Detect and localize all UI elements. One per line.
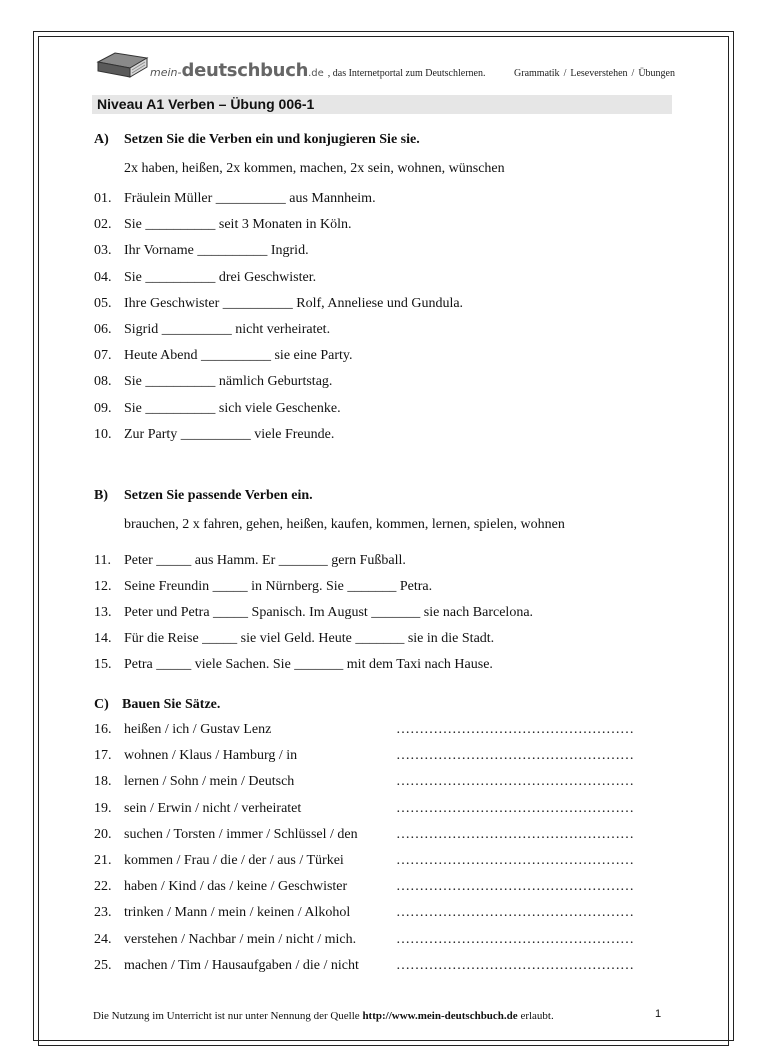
item-text: lernen / Sohn / mein / Deutsch (124, 774, 295, 790)
exercise-item (94, 720, 271, 740)
exercise-item (94, 189, 376, 209)
answer-line: …………………………………………… (396, 931, 634, 947)
item-text: Sie __________ drei Geschwister. (124, 269, 317, 285)
item-number: 22. (94, 879, 112, 895)
brand-name: deutschbuch (181, 60, 309, 81)
exercise-item (94, 655, 493, 675)
item-text: Peter _____ aus Hamm. Er _______ gern Fußball. (124, 553, 406, 568)
item-number: 18. (94, 774, 112, 790)
item-text: Für die Reise _____ sie viel Geld. Heute _______ sie in die Stadt. (124, 631, 495, 646)
item-text: Sie __________ nämlich Geburtstag. (124, 374, 333, 390)
item-text: heißen / ich / Gustav Lenz (124, 722, 272, 737)
item-number: 23. (94, 905, 112, 921)
item-text: kommen / Frau / die / der / aus / Türkei (124, 853, 344, 868)
answer-line: …………………………………………… (396, 774, 634, 790)
item-text: wohnen / Klaus / Hamburg / in (124, 748, 298, 764)
footer-note: Die Nutzung im Unterricht ist nur unter Nennung der Quelle http://www.mein-deutschbuch.de erlaubt. (93, 1010, 554, 1022)
exercise-item (94, 877, 347, 897)
exercise-item (94, 799, 301, 819)
item-number: 13. (94, 605, 112, 620)
nav-leseverstehen: Leseverstehen (570, 68, 628, 79)
exercise-item (94, 577, 432, 597)
item-number: 25. (94, 957, 112, 973)
exercise-item (94, 425, 334, 445)
answer-line: …………………………………………… (396, 826, 634, 842)
page-number: 1 (655, 1008, 662, 1020)
exercise-item (94, 629, 494, 649)
header-nav: Grammatik / Leseverstehen / Übungen (514, 68, 675, 79)
site-header (95, 50, 675, 84)
item-text: suchen / Torsten / immer / Schlüssel / den (124, 826, 358, 842)
item-text: Ihr Vorname __________ Ingrid. (124, 243, 309, 259)
answer-line: …………………………………………… (396, 905, 634, 921)
brand-tld: .de (308, 68, 324, 79)
exercise-item (94, 346, 353, 366)
exercise-item (94, 215, 352, 235)
item-number: 12. (94, 579, 112, 594)
section-a-heading: A) Setzen Sie die Verben ein und konjugieren Sie sie. (94, 132, 420, 147)
item-number: 02. (94, 217, 112, 233)
answer-line: …………………………………………… (396, 879, 634, 895)
item-text: Sie __________ seit 3 Monaten in Köln. (124, 217, 352, 233)
section-b-heading: B) Setzen Sie passende Verben ein. (94, 488, 313, 503)
exercise-item (94, 825, 358, 845)
item-text: Seine Freundin _____ in Nürnberg. Sie _______ Petra. (124, 579, 433, 594)
footer-url: http://www.mein-deutschbuch.de (362, 1010, 518, 1022)
brand-prefix: mein- (150, 66, 182, 79)
tagline: , das Internetportal zum Deutschlernen. (327, 68, 486, 79)
exercise-item (94, 399, 341, 419)
item-text: Peter und Petra _____ Spanisch. Im August _______ sie nach Barcelona. (124, 605, 534, 620)
exercise-item (94, 268, 316, 288)
item-number: 15. (94, 657, 112, 672)
exercise-item (94, 551, 406, 571)
item-text: Ihre Geschwister __________ Rolf, Anneliese und Gundula. (124, 295, 464, 311)
item-number: 11. (94, 553, 111, 568)
answer-line: …………………………………………… (396, 853, 634, 868)
item-text: Petra _____ viele Sachen. Sie _______ mit dem Taxi nach Hause. (124, 657, 493, 672)
answer-line: …………………………………………… (396, 800, 634, 816)
exercise-item (94, 294, 463, 314)
item-number: 21. (94, 853, 112, 868)
item-text: haben / Kind / das / keine / Geschwister (124, 879, 348, 895)
nav-grammatik: Grammatik (514, 68, 560, 79)
exercise-item (94, 241, 309, 261)
item-text: verstehen / Nachbar / mein / nicht / mich. (124, 931, 357, 947)
answer-line: …………………………………………… (396, 722, 634, 737)
item-number: 17. (94, 748, 112, 764)
exercise-item (94, 956, 359, 976)
item-text: Fräulein Müller __________ aus Mannheim. (124, 191, 376, 206)
item-number: 24. (94, 931, 112, 947)
item-text: Sie __________ sich viele Geschenke. (124, 400, 341, 416)
item-number: 07. (94, 348, 112, 364)
item-text: Zur Party __________ viele Freunde. (124, 426, 335, 442)
item-number: 20. (94, 826, 112, 842)
item-text: sein / Erwin / nicht / verheiratet (124, 800, 302, 816)
item-text: Sigrid __________ nicht verheiratet. (124, 322, 331, 337)
exercise-item (94, 320, 330, 340)
item-number: 06. (94, 322, 112, 337)
exercise-title: Niveau A1 Verben – Übung 006-1 (92, 95, 672, 114)
item-number: 04. (94, 269, 112, 285)
item-number: 08. (94, 374, 112, 390)
book-logo-icon (95, 50, 149, 82)
exercise-item (94, 903, 350, 923)
answer-line: …………………………………………… (396, 957, 634, 973)
item-number: 09. (94, 400, 112, 416)
item-number: 16. (94, 722, 112, 737)
item-number: 19. (94, 800, 112, 816)
section-a-wordbank: 2x haben, heißen, 2x kommen, machen, 2x sein, wohnen, wünschen (124, 161, 505, 176)
item-text: Heute Abend __________ sie eine Party. (124, 348, 353, 364)
item-number: 03. (94, 243, 112, 259)
item-text: machen / Tim / Hausaufgaben / die / nicht (124, 957, 359, 973)
item-number: 05. (94, 295, 112, 311)
exercise-item (94, 930, 356, 950)
exercise-item (94, 372, 332, 392)
item-text: trinken / Mann / mein / keinen / Alkohol (124, 905, 351, 921)
exercise-item (94, 746, 297, 766)
exercise-item (94, 603, 533, 623)
nav-uebungen: Übungen (638, 68, 675, 79)
exercise-item (94, 772, 294, 792)
answer-line: …………………………………………… (396, 748, 634, 764)
item-number: 14. (94, 631, 112, 646)
item-number: 10. (94, 426, 112, 442)
exercise-item (94, 851, 344, 871)
item-number: 01. (94, 191, 112, 206)
brand-line (150, 60, 486, 81)
section-c-heading: C) Bauen Sie Sätze. (94, 697, 221, 712)
section-b-wordbank: brauchen, 2 x fahren, gehen, heißen, kaufen, kommen, lernen, spielen, wohnen (124, 517, 565, 532)
